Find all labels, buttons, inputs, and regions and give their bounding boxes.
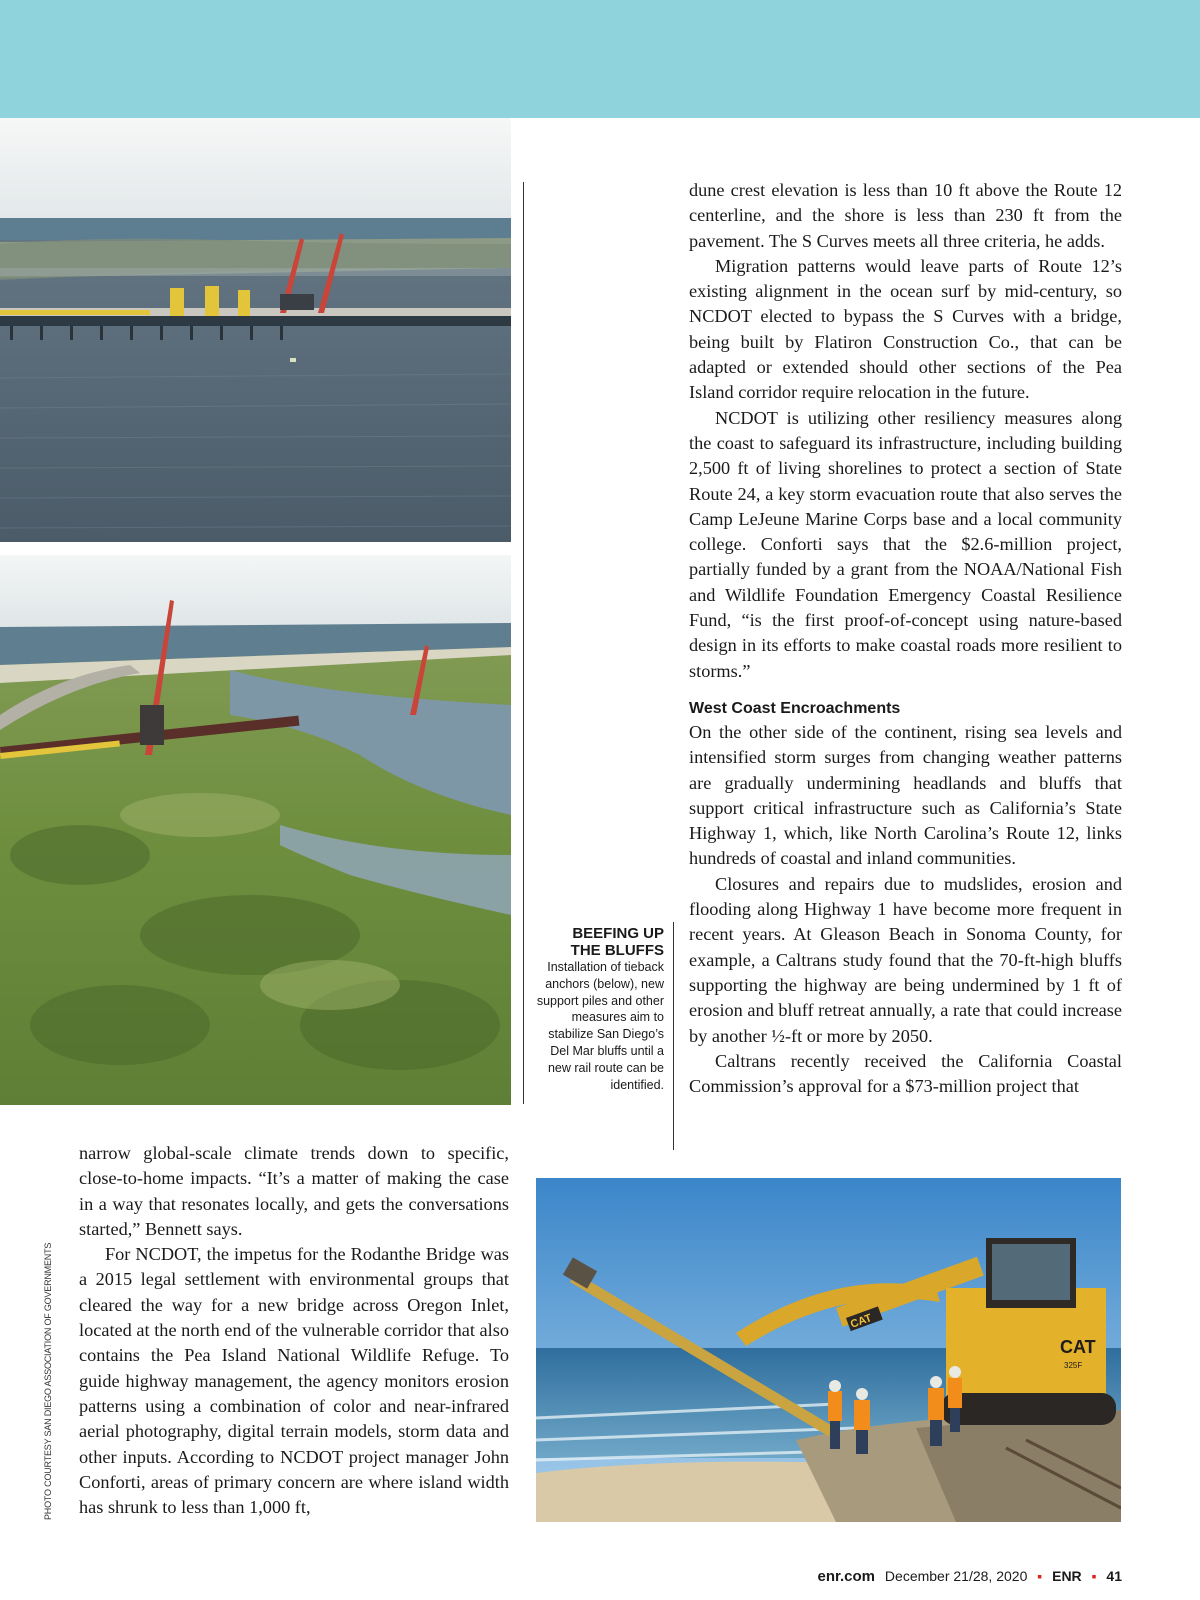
marsh-aerial-photo [0,555,511,1105]
footer-separator: ▪ [1091,1568,1097,1584]
page-footer [818,1568,1123,1585]
footer-site: enr.com [817,1568,876,1585]
footer-separator: ▪ [1037,1568,1043,1584]
column-divider [523,182,524,1104]
article-paragraph: NCDOT is utilizing other resiliency measures along the coast to safeguard its infrastructure, including building 2,500 ft of living shorelines to protect a section of State Route 24, a key storm evacuation route that also serves the Camp LeJeune Marine Corps base and a local community college. Conforti says that the $2.6-million project, partially funded by a grant from the NOAA/National Fish and Wildlife Foundation Emergency Coastal Resilience Fund, “is the first proof-of-concept using nature-based design in its efforts to make coastal roads more resilient to storms.” [689,407,1122,681]
header-banner [0,0,1200,118]
excavator-cab-decal: CAT [1060,1337,1096,1357]
page-number: 41 [1106,1568,1122,1584]
section-heading: West Coast Encroachments [689,699,901,717]
excavator-brand-decal: CAT [848,1312,874,1331]
bridge-construction-photo [0,118,511,542]
caption-divider [673,922,674,1150]
caption-text: Installation of tieback anchors (below), new support piles and other measures aim to stabilize San Diego’s Del Mar bluffs until a new rail route can be identified. [536,960,664,1092]
article-right-column [689,178,1122,1099]
excavator-model-decal: 325F [1064,1361,1083,1370]
footer-brand: ENR [1052,1568,1082,1584]
photo-credit: PHOTO COURTESY SAN DIEGO ASSOCIATION OF GOVERNMENTS [43,1242,53,1520]
caption-title-line: BEEFING UP [572,925,664,942]
article-paragraph: For NCDOT, the impetus for the Rodanthe Bridge was a 2015 legal settlement with environmental groups that cleared the way for a new bridge across Oregon Inlet, located at the north end of the vulnerable corridor that also contains the Pea Island National Wildlife Refuge. To guide highway management, the agency monitors erosion patterns using a combination of color and near-infrared aerial photography, digital terrain models, storm data and other inputs. According to NCDOT project manager John Conforti, areas of primary concern are where island width has shrunk to less than 1,000 ft, [79,1244,509,1518]
article-paragraph: Closures and repairs due to mudslides, erosion and flooding along Highway 1 have become more frequent in recent years. At Gleason Beach in Sonoma County, for example, a Caltrans study found that the 70-ft-high bluffs supporting the highway are being undermined by 1 ft of erosion and bluff retreat annually, a rate that could increase by another ½-ft or more by 2050. [689,873,1122,1046]
footer-date: December 21/28, 2020 [884,1568,1028,1584]
article-paragraph: Migration patterns would leave parts of Route 12’s existing alignment in the ocean surf by mid-century, so NCDOT elected to bypass the S Curves with a bridge, being built by Flatiron Construction Co., that can be adapted or extended should other sections of the Pea Island corridor require relocation in the future. [689,255,1122,403]
photo-caption [530,925,664,1093]
article-paragraph: dune crest elevation is less than 10 ft above the Route 12 centerline, and the shore is less than 230 ft from the pavement. The S Curves meets all three criteria, he adds. [689,180,1122,251]
article-paragraph: On the other side of the continent, rising sea levels and intensified storm surges from changing weather patterns are gradually undermining headlands and bluffs that support critical infrastructure such as California’s State Highway 1, which, like North Carolina’s Route 12, links hundreds of coastal and inland communities. [689,721,1122,869]
caption-title-line: THE BLUFFS [570,942,664,959]
bluff-stabilization-photo [536,1178,1121,1522]
article-left-column [79,1141,509,1520]
article-paragraph: narrow global-scale climate trends down to specific, close-to-home impacts. “It’s a matter of making the case in a way that resonates locally, and gets the conversations started,” Bennett says. [79,1143,509,1239]
article-paragraph: Caltrans recently received the California Coastal Commission’s approval for a $73-million project that [689,1050,1122,1097]
